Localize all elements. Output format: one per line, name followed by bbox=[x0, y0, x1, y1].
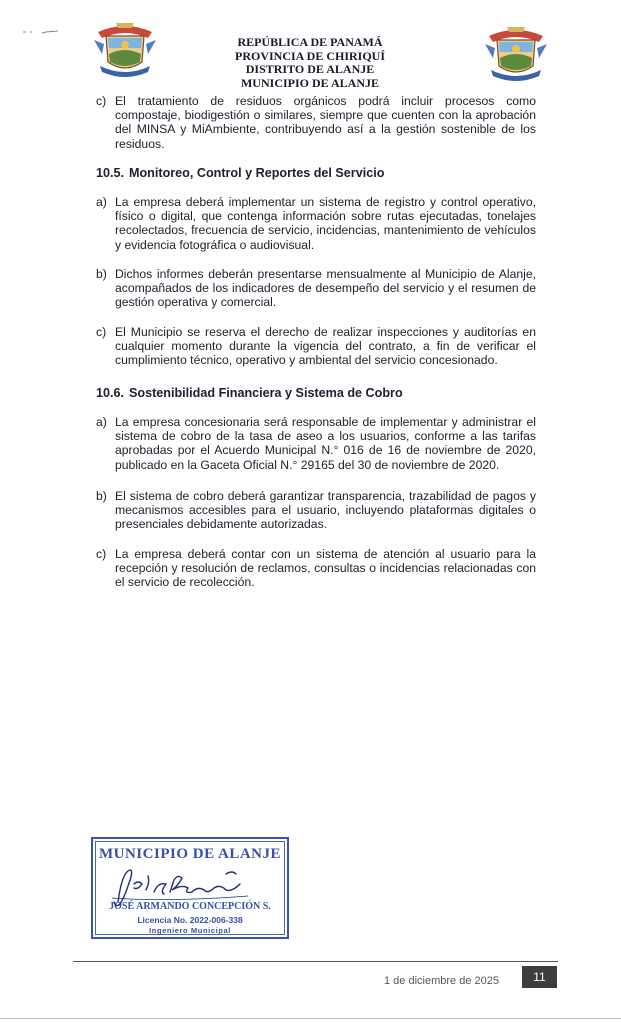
section-number: 10.5. bbox=[96, 166, 125, 180]
item-text: La empresa deberá implementar un sistema de registro y control operativo, físico o digital, que contenga información sobre rutas ejecutadas, tonelajes recolectados, frecuencia de servicio, incidencias, mantenimiento de vehículos y evidencia fotográfica o audiovisual. bbox=[115, 195, 536, 252]
municipal-seal-right bbox=[483, 22, 549, 84]
footer-rule bbox=[73, 961, 558, 962]
item-text: El sistema de cobro deberá garantizar transparencia, trazabilidad de pagos y mecanismos accesibles para el usuario, incluyendo plataformas digitales o presenciales debidamente autorizadas. bbox=[115, 489, 536, 532]
item-marker: b) bbox=[96, 489, 107, 503]
item-text: El tratamiento de residuos orgánicos podrá incluir procesos como compostaje, biodigestión o similares, siempre que cuenten con la aprobación del MINSA y MiAmbiente, contribuyendo así a la gestión sostenible de los residuos. bbox=[115, 94, 536, 151]
letterhead-district: DISTRITO DE ALANJE bbox=[245, 62, 375, 76]
section-title: Sostenibilidad Financiera y Sistema de Cobro bbox=[129, 386, 403, 400]
scan-artifact bbox=[22, 29, 62, 35]
page-number-badge: 11 bbox=[522, 966, 557, 988]
section-heading bbox=[96, 386, 403, 400]
item-marker: c) bbox=[96, 325, 107, 339]
item-marker: c) bbox=[96, 94, 107, 108]
item-marker: a) bbox=[96, 415, 107, 429]
item-text: El Municipio se reserva el derecho de realizar inspecciones y auditorías en cualquier momento durante la vigencia del contrato, a fin de verificar el cumplimiento técnico, operativo y ambiental del servicio concesionado. bbox=[115, 325, 536, 368]
handwritten-signature bbox=[108, 862, 258, 910]
item-marker: b) bbox=[96, 267, 107, 281]
list-item bbox=[96, 195, 536, 252]
letterhead bbox=[190, 36, 430, 90]
list-item bbox=[96, 547, 536, 590]
stamp-role: Ingeniero Municipal bbox=[149, 926, 231, 935]
item-marker: a) bbox=[96, 195, 107, 209]
section-heading bbox=[96, 166, 384, 180]
list-item bbox=[96, 267, 536, 310]
letterhead-country: REPÚBLICA DE PANAMÁ bbox=[237, 35, 383, 49]
item-text: La empresa concesionaria será responsable de implementar y administrar el sistema de cobro de la tasa de aseo a los usuarios, conforme a las tarifas aprobadas por el Acuerdo Municipal N.° 016 de 16 de noviembre de 2020, publicado en la Gaceta Oficial N.° 29165 del 30 de noviembre de 2020. bbox=[115, 415, 536, 472]
letterhead-province: PROVINCIA DE CHIRIQUÍ bbox=[234, 48, 386, 63]
municipal-seal-left bbox=[92, 18, 158, 80]
letterhead-municipality: MUNICIPIO DE ALANJE bbox=[240, 75, 379, 90]
footer-date: 1 de diciembre de 2025 bbox=[384, 975, 499, 987]
list-item bbox=[96, 325, 536, 368]
list-item bbox=[96, 489, 536, 532]
list-item bbox=[96, 94, 536, 151]
section-number: 10.6. bbox=[96, 386, 125, 400]
item-text: Dichos informes deberán presentarse mensualmente al Municipio de Alanje, acompañados de los indicadores de desempeño del servicio y el resumen de gestión operativa y comercial. bbox=[115, 267, 536, 310]
stamp-title: MUNICIPIO DE ALANJE bbox=[98, 846, 281, 862]
item-marker: c) bbox=[96, 547, 107, 561]
page-edge-line bbox=[0, 1018, 621, 1019]
stamp-license: Licencia No. 2022-006-338 bbox=[137, 915, 243, 925]
section-title: Monitoreo, Control y Reportes del Servicio bbox=[129, 166, 385, 180]
list-item bbox=[96, 415, 536, 472]
item-text: La empresa deberá contar con un sistema de atención al usuario para la recepción y resolución de reclamos, consultas o incidencias relacionadas con el servicio de recolección. bbox=[115, 547, 536, 590]
stamp-name: JOSÉ ARMANDO CONCEPCIÓN S. bbox=[109, 901, 271, 912]
